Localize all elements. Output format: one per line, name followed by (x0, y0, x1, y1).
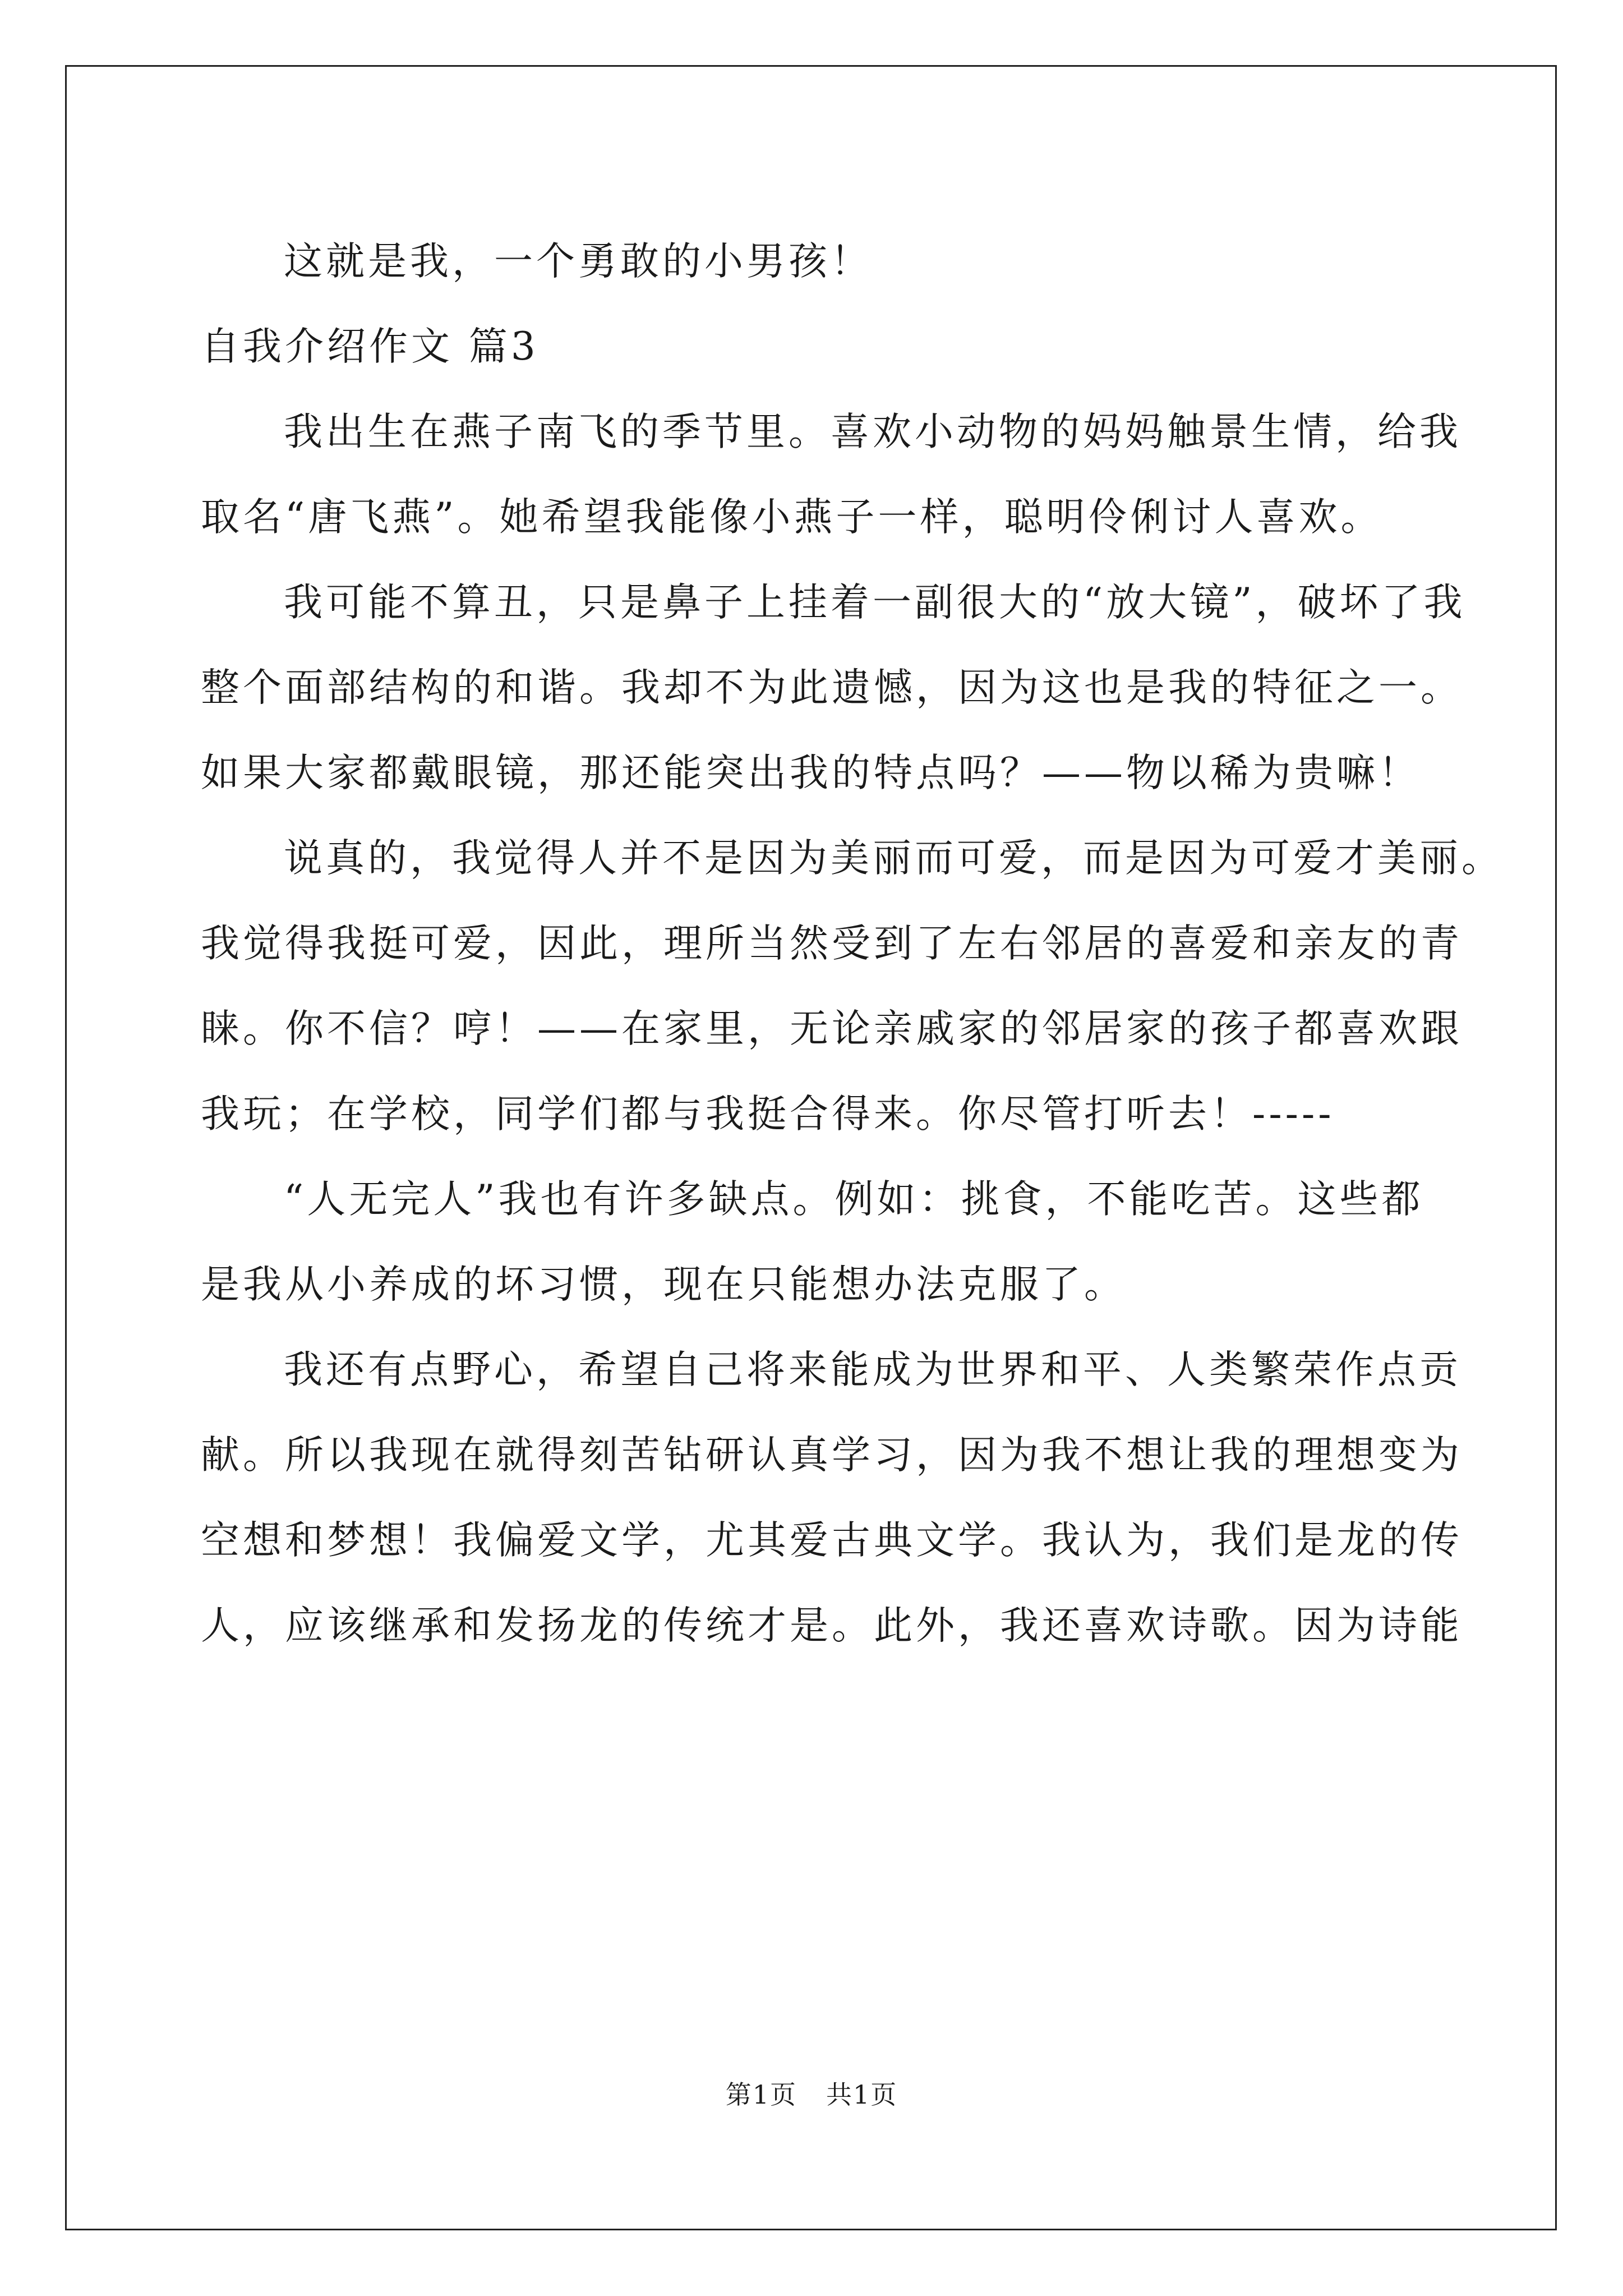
text-line: 取名“唐飞燕”。她希望我能像小燕子一样，聪明伶俐讨人喜欢。 (201, 495, 1383, 540)
text-line: 是我从小养成的坏习惯，现在只能想办法克服了。 (201, 1262, 1126, 1307)
page-number: 第1页 (725, 2079, 797, 2110)
section-heading: 自我介绍作文 篇3 (201, 324, 539, 369)
text-line: 这就是我，一个勇敢的小男孩！ (284, 239, 873, 284)
page-total: 共1页 (826, 2079, 898, 2110)
text-line: 我出生在燕子南飞的季节里。喜欢小动物的妈妈触景生情，给我 (284, 409, 1461, 454)
text-line: 我还有点野心，希望自己将来能成为世界和平、人类繁荣作点贡 (284, 1347, 1461, 1392)
text-line: 空想和梦想！我偏爱文学，尤其爱古典文学。我认为，我们是龙的传 (201, 1518, 1463, 1563)
text-line: 整个面部结构的和谐。我却不为此遗憾，因为这也是我的特征之一。 (201, 665, 1463, 710)
text-line: “人无完人”我也有许多缺点。例如：挑食，不能吃苦。这些都 (284, 1177, 1424, 1222)
page-footer (0, 2074, 1623, 2111)
text-line: 如果大家都戴眼镜，那还能突出我的特点吗？——物以稀为贵嘛！ (201, 751, 1421, 795)
text-line: 我觉得我挺可爱，因此，理所当然受到了左右邻居的喜爱和亲友的青 (201, 921, 1463, 966)
text-line: 我可能不算丑，只是鼻子上挂着一副很大的“放大镜”，破坏了我 (284, 580, 1466, 625)
document-body (201, 219, 1504, 1668)
text-line: 我玩；在学校，同学们都与我挺合得来。你尽管打听去！----- (201, 1092, 1335, 1137)
text-line: 人，应该继承和发扬龙的传统才是。此外，我还喜欢诗歌。因为诗能 (201, 1603, 1463, 1648)
text-line: 说真的，我觉得人并不是因为美丽而可爱，而是因为可爱才美丽。 (284, 836, 1504, 881)
text-line: 献。所以我现在就得刻苦钻研认真学习，因为我不想让我的理想变为 (201, 1433, 1463, 1478)
text-line: 睐。你不信？哼！——在家里，无论亲戚家的邻居家的孩子都喜欢跟 (201, 1006, 1463, 1051)
